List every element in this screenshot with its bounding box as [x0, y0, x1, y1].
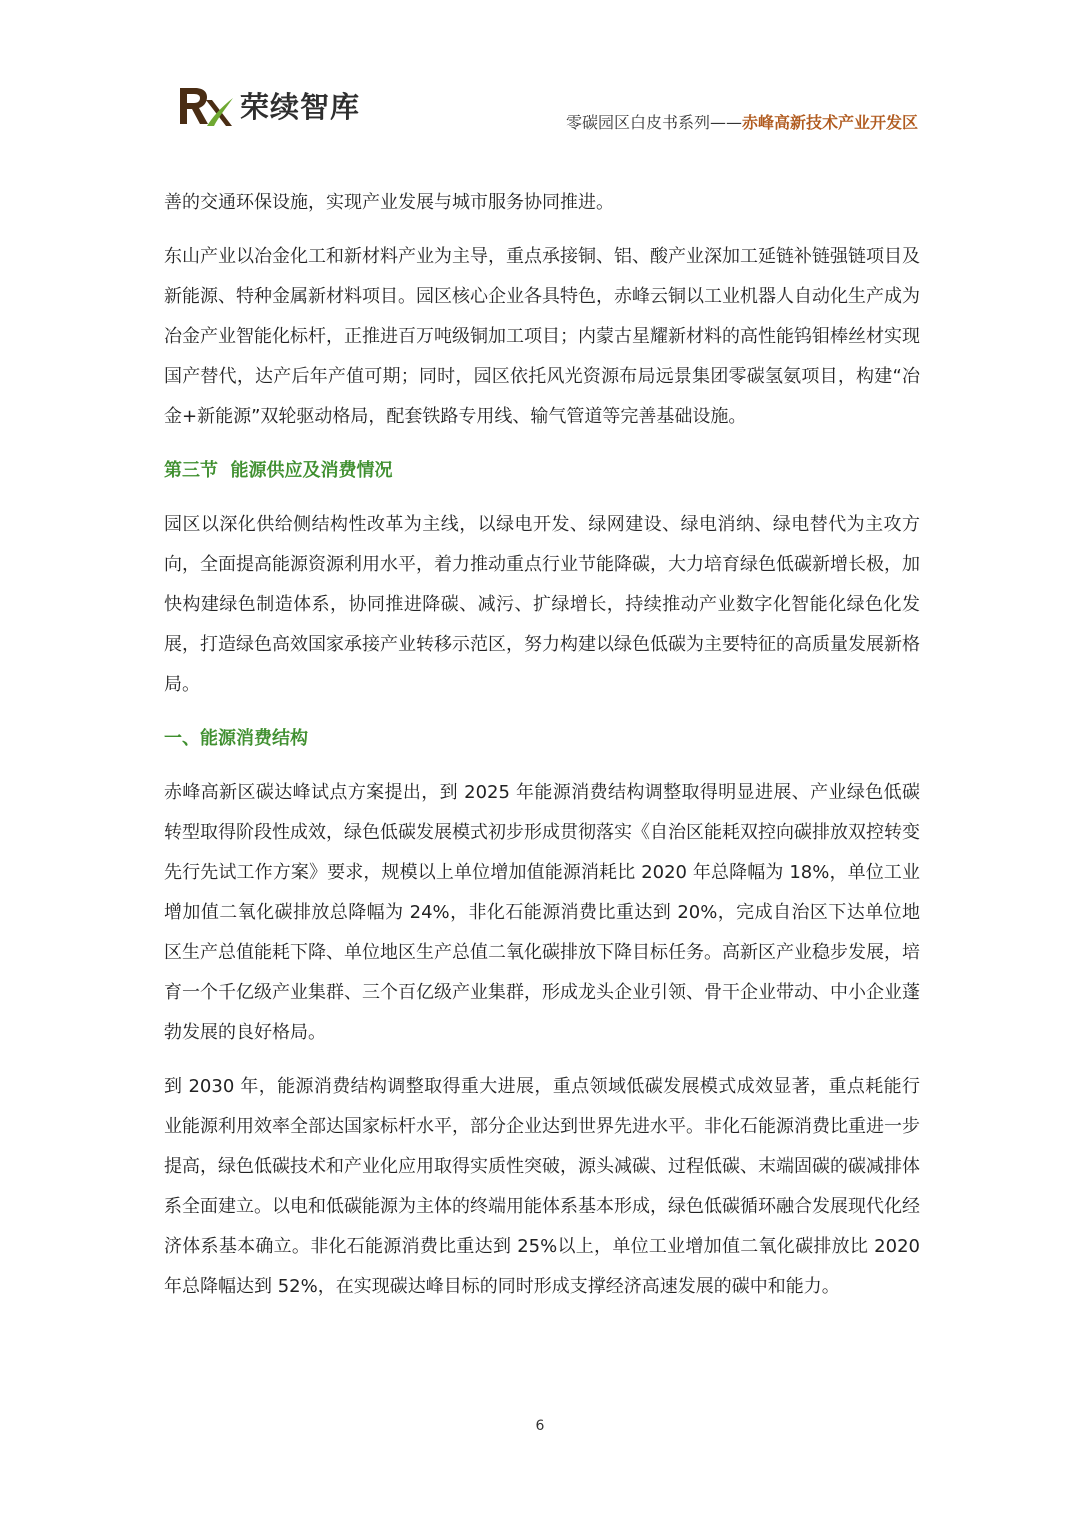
page-header [0, 0, 1080, 150]
paragraph-4: 赤峰高新区碳达峰试点方案提出，到 2025 年能源消费结构调整取得明显进展、产业绿色低碳转型取得阶段性成效，绿色低碳发展模式初步形成贯彻落实《自治区能耗双控向碳排放双控转变先行先试工作方案》要求，规模以上单位增加值能源消耗比 2020 年总降幅为 18%，单位工业增加值二氧化碳排放总降幅为 24%，非化石能源消费比重达到 20%，完成自治区下达单位地区生产总值能耗下降、单位地区生产总值二氧化碳排放下降目标任务。高新区产业稳步发展，培育一个千亿级产业集群、三个百亿级产业集群，形成龙头企业引领、骨干企业带动、中小企业蓬勃发展的良好格局。 [164, 782, 920, 1043]
paragraph-1: 善的交通环保设施，实现产业发展与城市服务协同推进。 [164, 192, 614, 213]
paragraph-3: 园区以深化供给侧结构性改革为主线，以绿电开发、绿网建设、绿电消纳、绿电替代为主攻方向，全面提高能源资源利用水平，着力推动重点行业节能降碳，大力培育绿色低碳新增长极，加快构建绿色制造体系，协同推进降碳、减污、扩绿增长，持续推动产业数字化智能化绿色化发展，打造绿色高效国家承接产业转移示范区，努力构建以绿色低碳为主要特征的高质量发展新格局。 [164, 514, 920, 695]
series-title [566, 110, 918, 133]
series-accent: 赤峰高新技术产业开发区 [741, 113, 918, 132]
page-number: 6 [535, 1418, 545, 1434]
paragraph-2: 东山产业以冶金化工和新材料产业为主导，重点承接铜、铝、酸产业深加工延链补链强链项目及新能源、特种金属新材料项目。园区核心企业各具特色，赤峰云铜以工业机器人自动化生产成为冶金产业智能化标杆，正推进百万吨级铜加工项目；内蒙古星耀新材料的高性能钨钼棒丝材实现国产替代，达产后年产值可期；同时，园区依托风光资源布局远景集团零碳氢氨项目，构建“冶金+新能源”双轮驱动格局，配套铁路专用线、输气管道等完善基础设施。 [164, 246, 920, 427]
brand-logo [176, 80, 360, 130]
paragraph-5: 到 2030 年，能源消费结构调整取得重大进展，重点领域低碳发展模式成效显著，重点耗能行业能源利用效率全部达国家标杆水平，部分企业达到世界先进水平。非化石能源消费比重进一步提高，绿色低碳技术和产业化应用取得实质性突破，源头减碳、过程低碳、末端固碳的碳减排体系全面建立。以电和低碳能源为主体的终端用能体系基本形成，绿色低碳循环融合发展现代化经济体系基本确立。非化石能源消费比重达到 25%以上，单位工业增加值二氧化碳排放比 2020 年总降幅达到 52%，在实现碳达峰目标的同时形成支撑经济高速发展的碳中和能力。 [164, 1076, 920, 1297]
section-heading: 第三节 能源供应及消费情况 [164, 460, 393, 481]
brand-name: 荣续智库 [240, 89, 361, 124]
series-prefix: 零碳园区白皮书系列—— [565, 113, 742, 132]
rx-leaf-logo-icon [176, 80, 236, 130]
subsection-heading: 一、能源消费结构 [164, 728, 308, 749]
page-body [164, 183, 920, 1321]
